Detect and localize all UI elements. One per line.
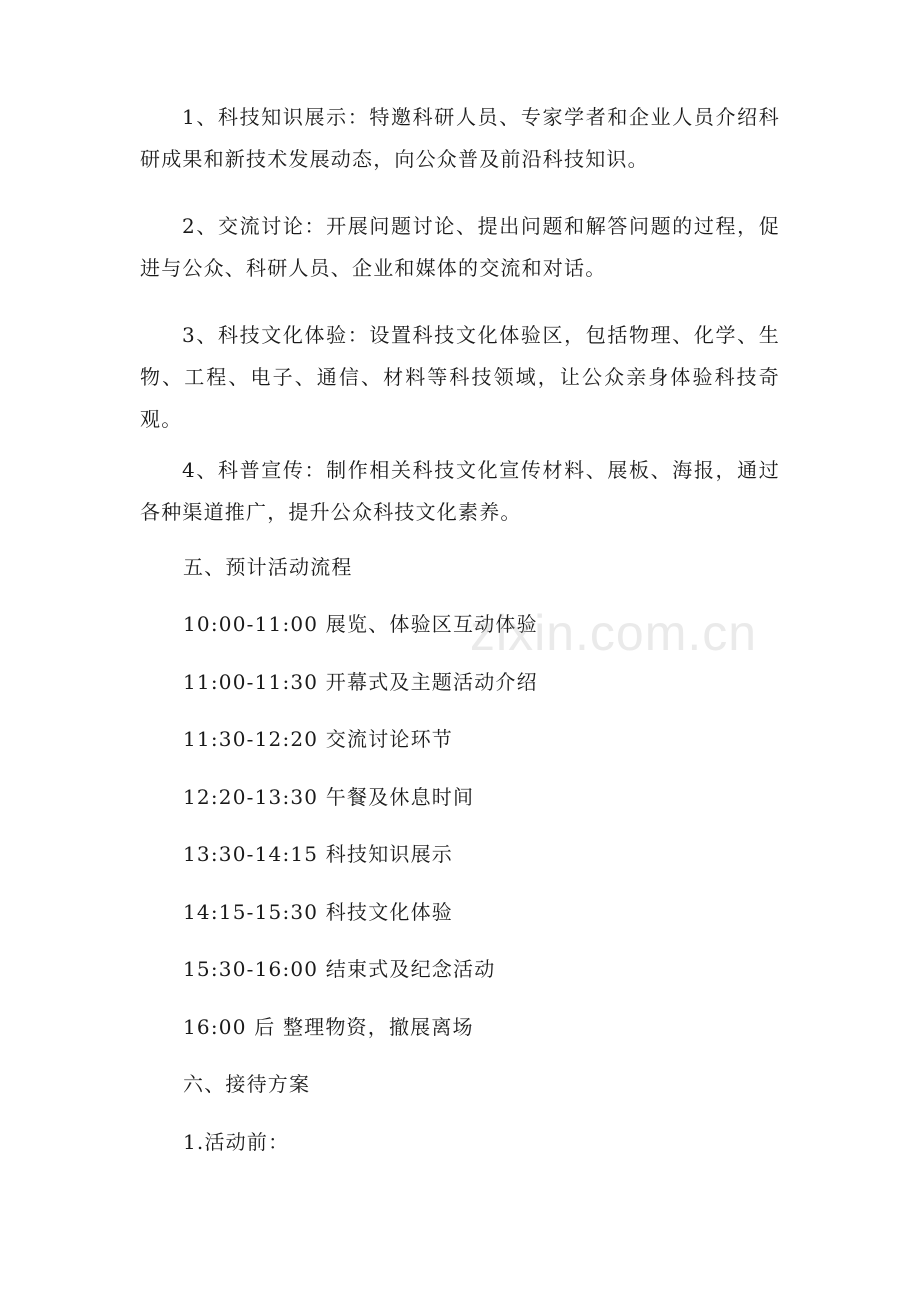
section-heading-reception: 六、接待方案: [183, 1072, 311, 1096]
paragraph-tech-knowledge: [140, 96, 780, 180]
paragraph-text: 1、科技知识展示：特邀科研人员、专家学者和企业人员介绍科研成果和新技术发展动态，向公众普及前沿科技知识。: [140, 105, 780, 171]
paragraph-text: 3、科技文化体验：设置科技文化体验区，包括物理、化学、生物、工程、电子、通信、材料等科技领域，让公众亲身体验科技奇观。: [140, 323, 780, 431]
schedule-item: 12:20-13:30 午餐及休息时间: [183, 785, 475, 809]
watermark: zixin.com.cn: [470, 605, 758, 661]
paragraph-text: 4、科普宣传：制作相关科技文化宣传材料、展板、海报，通过各种渠道推广，提升公众科技文化素养。: [140, 458, 780, 524]
paragraph-text: 2、交流讨论：开展问题讨论、提出问题和解答问题的过程，促进与公众、科研人员、企业和媒体的交流和对话。: [140, 214, 780, 280]
paragraph-science-promotion: [140, 449, 780, 533]
schedule-item: 10:00-11:00 展览、体验区互动体验: [183, 612, 538, 636]
schedule-item: 13:30-14:15 科技知识展示: [183, 842, 453, 866]
schedule-item: 15:30-16:00 结束式及纪念活动: [183, 957, 496, 981]
schedule-item: 16:00 后 整理物资，撤展离场: [183, 1015, 474, 1039]
paragraph-culture-experience: [140, 314, 780, 440]
schedule-item: 11:00-11:30 开幕式及主题活动介绍: [183, 670, 538, 694]
schedule-item: 11:30-12:20 交流讨论环节: [183, 727, 453, 751]
schedule-item: 14:15-15:30 科技文化体验: [183, 900, 453, 924]
section-heading-schedule: 五、预计活动流程: [183, 555, 353, 579]
paragraph-discussion: [140, 205, 780, 289]
subheading-before-event: 1.活动前：: [183, 1130, 290, 1154]
